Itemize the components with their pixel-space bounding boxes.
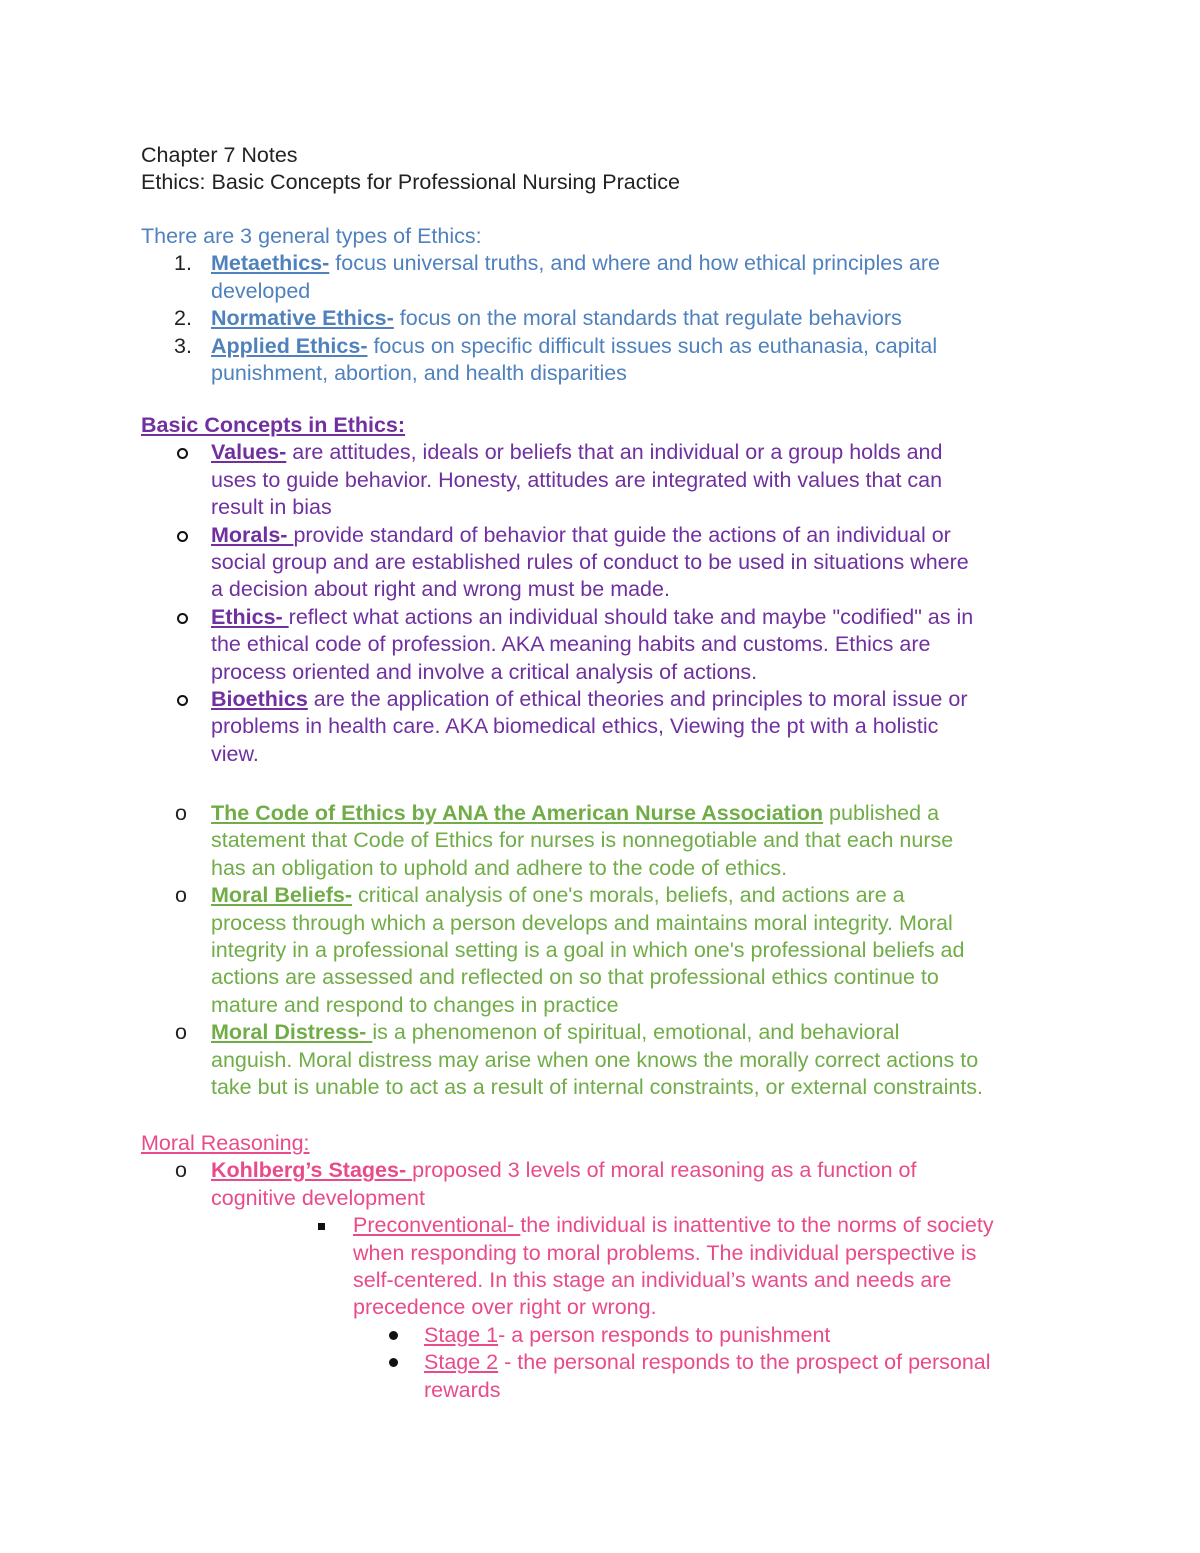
ethics-types-intro: There are 3 general types of Ethics: xyxy=(141,224,482,248)
basic-concepts-section: Basic Concepts in Ethics: Values- are attitudes, ideals or beliefs that an individual or a group holds and uses to guide behavior. Honesty, attitudes are integrated with values that can result in bias Morals- provide standard of behavior that guide the actions of an individual or social group and are established rules of conduct to be used in situations where a decision about right and wrong must be made. Ethics- reflect what actions an individual should take and maybe "codified" as in the ethical code of profession. AKA meaning habits and customs. Ethics are process oriented and involve a critical analysis of actions. Bioethics are the application of ethical theories and principles to moral issue or problems in health care. AKA biomedical ethics, Viewing the pt with a holistic view. xyxy=(0,412,1200,768)
bullet-icon: o xyxy=(175,883,187,908)
term-stage-2: Stage 2 xyxy=(424,1350,499,1375)
document-header xyxy=(0,142,1200,197)
term-stage-1: Stage 1 xyxy=(424,1322,499,1347)
list-item: Values- are attitudes, ideals or beliefs that an individual or a group holds and xyxy=(0,439,1200,466)
bullet-icon xyxy=(177,531,188,542)
list-item: Bioethics are the application of ethical theories and principles to moral issue or xyxy=(0,686,1200,713)
dot-bullet-icon xyxy=(389,1331,398,1340)
list-item: Morals- provide standard of behavior that guide the actions of an individual or xyxy=(0,522,1200,549)
term-kohlbergs-stages: Kohlberg’s Stages- xyxy=(211,1158,413,1183)
term-preconventional: Preconventional- xyxy=(353,1213,521,1238)
list-item: o Kohlberg’s Stages- proposed 3 levels of moral reasoning as a function of xyxy=(0,1157,1200,1184)
ethics-types-section: There are 3 general types of Ethics: 1. Metaethics- focus universal truths, and where and how ethical principles are developed 2. Normative Ethics- focus on the moral standards that regulate behaviors 3. Applied Ethics- focus on specific difficult issues such as euthanasia, capital punishment, abortion, and health disparities xyxy=(0,223,1200,387)
term-applied-ethics: Applied Ethics- xyxy=(211,333,368,358)
term-bioethics: Bioethics xyxy=(211,686,308,711)
term-moral-distress: Moral Distress- xyxy=(211,1020,373,1045)
term-code-of-ethics: The Code of Ethics by ANA the American Nurse Association xyxy=(211,801,824,825)
term-values: Values- xyxy=(211,440,287,465)
term-ethics: Ethics- xyxy=(211,604,289,629)
list-item: 3. Applied Ethics- focus on specific difficult issues such as euthanasia, capital xyxy=(174,333,938,358)
document-subtitle: Ethics: Basic Concepts for Professional Nursing Practice xyxy=(141,170,680,195)
moral-reasoning-section: Moral Reasoning: o Kohlberg’s Stages- proposed 3 levels of moral reasoning as a function of cognitive development Preconventional- the individual is inattentive to the norms of society when responding to moral problems. The individual perspective is self-centered. In this stage an individual’s wants and needs are precedence over right or wrong. Stage 1- a person responds to punishment Stage 2 - the personal responds to the prospect of personal rewards xyxy=(0,1130,1200,1404)
moral-reasoning-heading: Moral Reasoning: xyxy=(141,1131,310,1155)
basic-concepts-heading: Basic Concepts in Ethics: xyxy=(141,413,406,437)
list-item: Preconventional- the individual is inattentive to the norms of society xyxy=(0,1212,1200,1239)
dot-bullet-icon xyxy=(389,1358,398,1367)
list-item: 1. Metaethics- focus universal truths, and where and how ethical principles are xyxy=(174,251,940,276)
list-item: Stage 2 - the personal responds to the prospect of personal xyxy=(0,1349,1200,1376)
term-normative-ethics: Normative Ethics- xyxy=(211,306,394,331)
list-item: o Moral Distress- is a phenomenon of spiritual, emotional, and behavioral xyxy=(0,1019,1200,1046)
list-item: Ethics- reflect what actions an individual should take and maybe "codified" as in xyxy=(0,604,1200,631)
bullet-icon xyxy=(177,695,188,706)
bullet-icon xyxy=(177,448,188,459)
bullet-icon: o xyxy=(175,801,187,825)
list-item: 2. Normative Ethics- focus on the moral standards that regulate behaviors xyxy=(174,306,902,331)
list-item: o Moral Beliefs- critical analysis of one's morals, beliefs, and actions are a xyxy=(0,882,1200,909)
term-morals: Morals- xyxy=(211,522,294,547)
bullet-icon: o xyxy=(175,1020,187,1045)
bullet-icon xyxy=(177,613,188,624)
square-bullet-icon xyxy=(318,1223,325,1230)
term-moral-beliefs: Moral Beliefs- xyxy=(211,883,352,908)
term-metaethics: Metaethics- xyxy=(211,251,330,276)
code-of-ethics-section: o The Code of Ethics by ANA the American Nurse Association published a statement that Code of Ethics for nurses is nonnegotiable and that each nurse has an obligation to uphold and adhere to the code of ethics. o Moral Beliefs- critical analysis of one's morals, beliefs, and actions are a process through which a person develops and maintains moral integrity. Moral integrity in a professional setting is a goal in which one's professional beliefs ad actions are assessed and reflected on so that professional ethics continue to mature and respond to changes in practice o Moral Distress- is a phenomenon of spiritual, emotional, and behavioral anguish. Moral distress may arise when one knows the morally correct actions to take but is unable to act as a result of internal constraints, or external constraints. xyxy=(0,800,1200,1101)
list-item: Stage 1- a person responds to punishment xyxy=(0,1322,1200,1349)
bullet-icon: o xyxy=(175,1158,187,1183)
list-item: o The Code of Ethics by ANA the American Nurse Association published a xyxy=(0,800,1200,827)
document-title: Chapter 7 Notes xyxy=(141,143,298,167)
